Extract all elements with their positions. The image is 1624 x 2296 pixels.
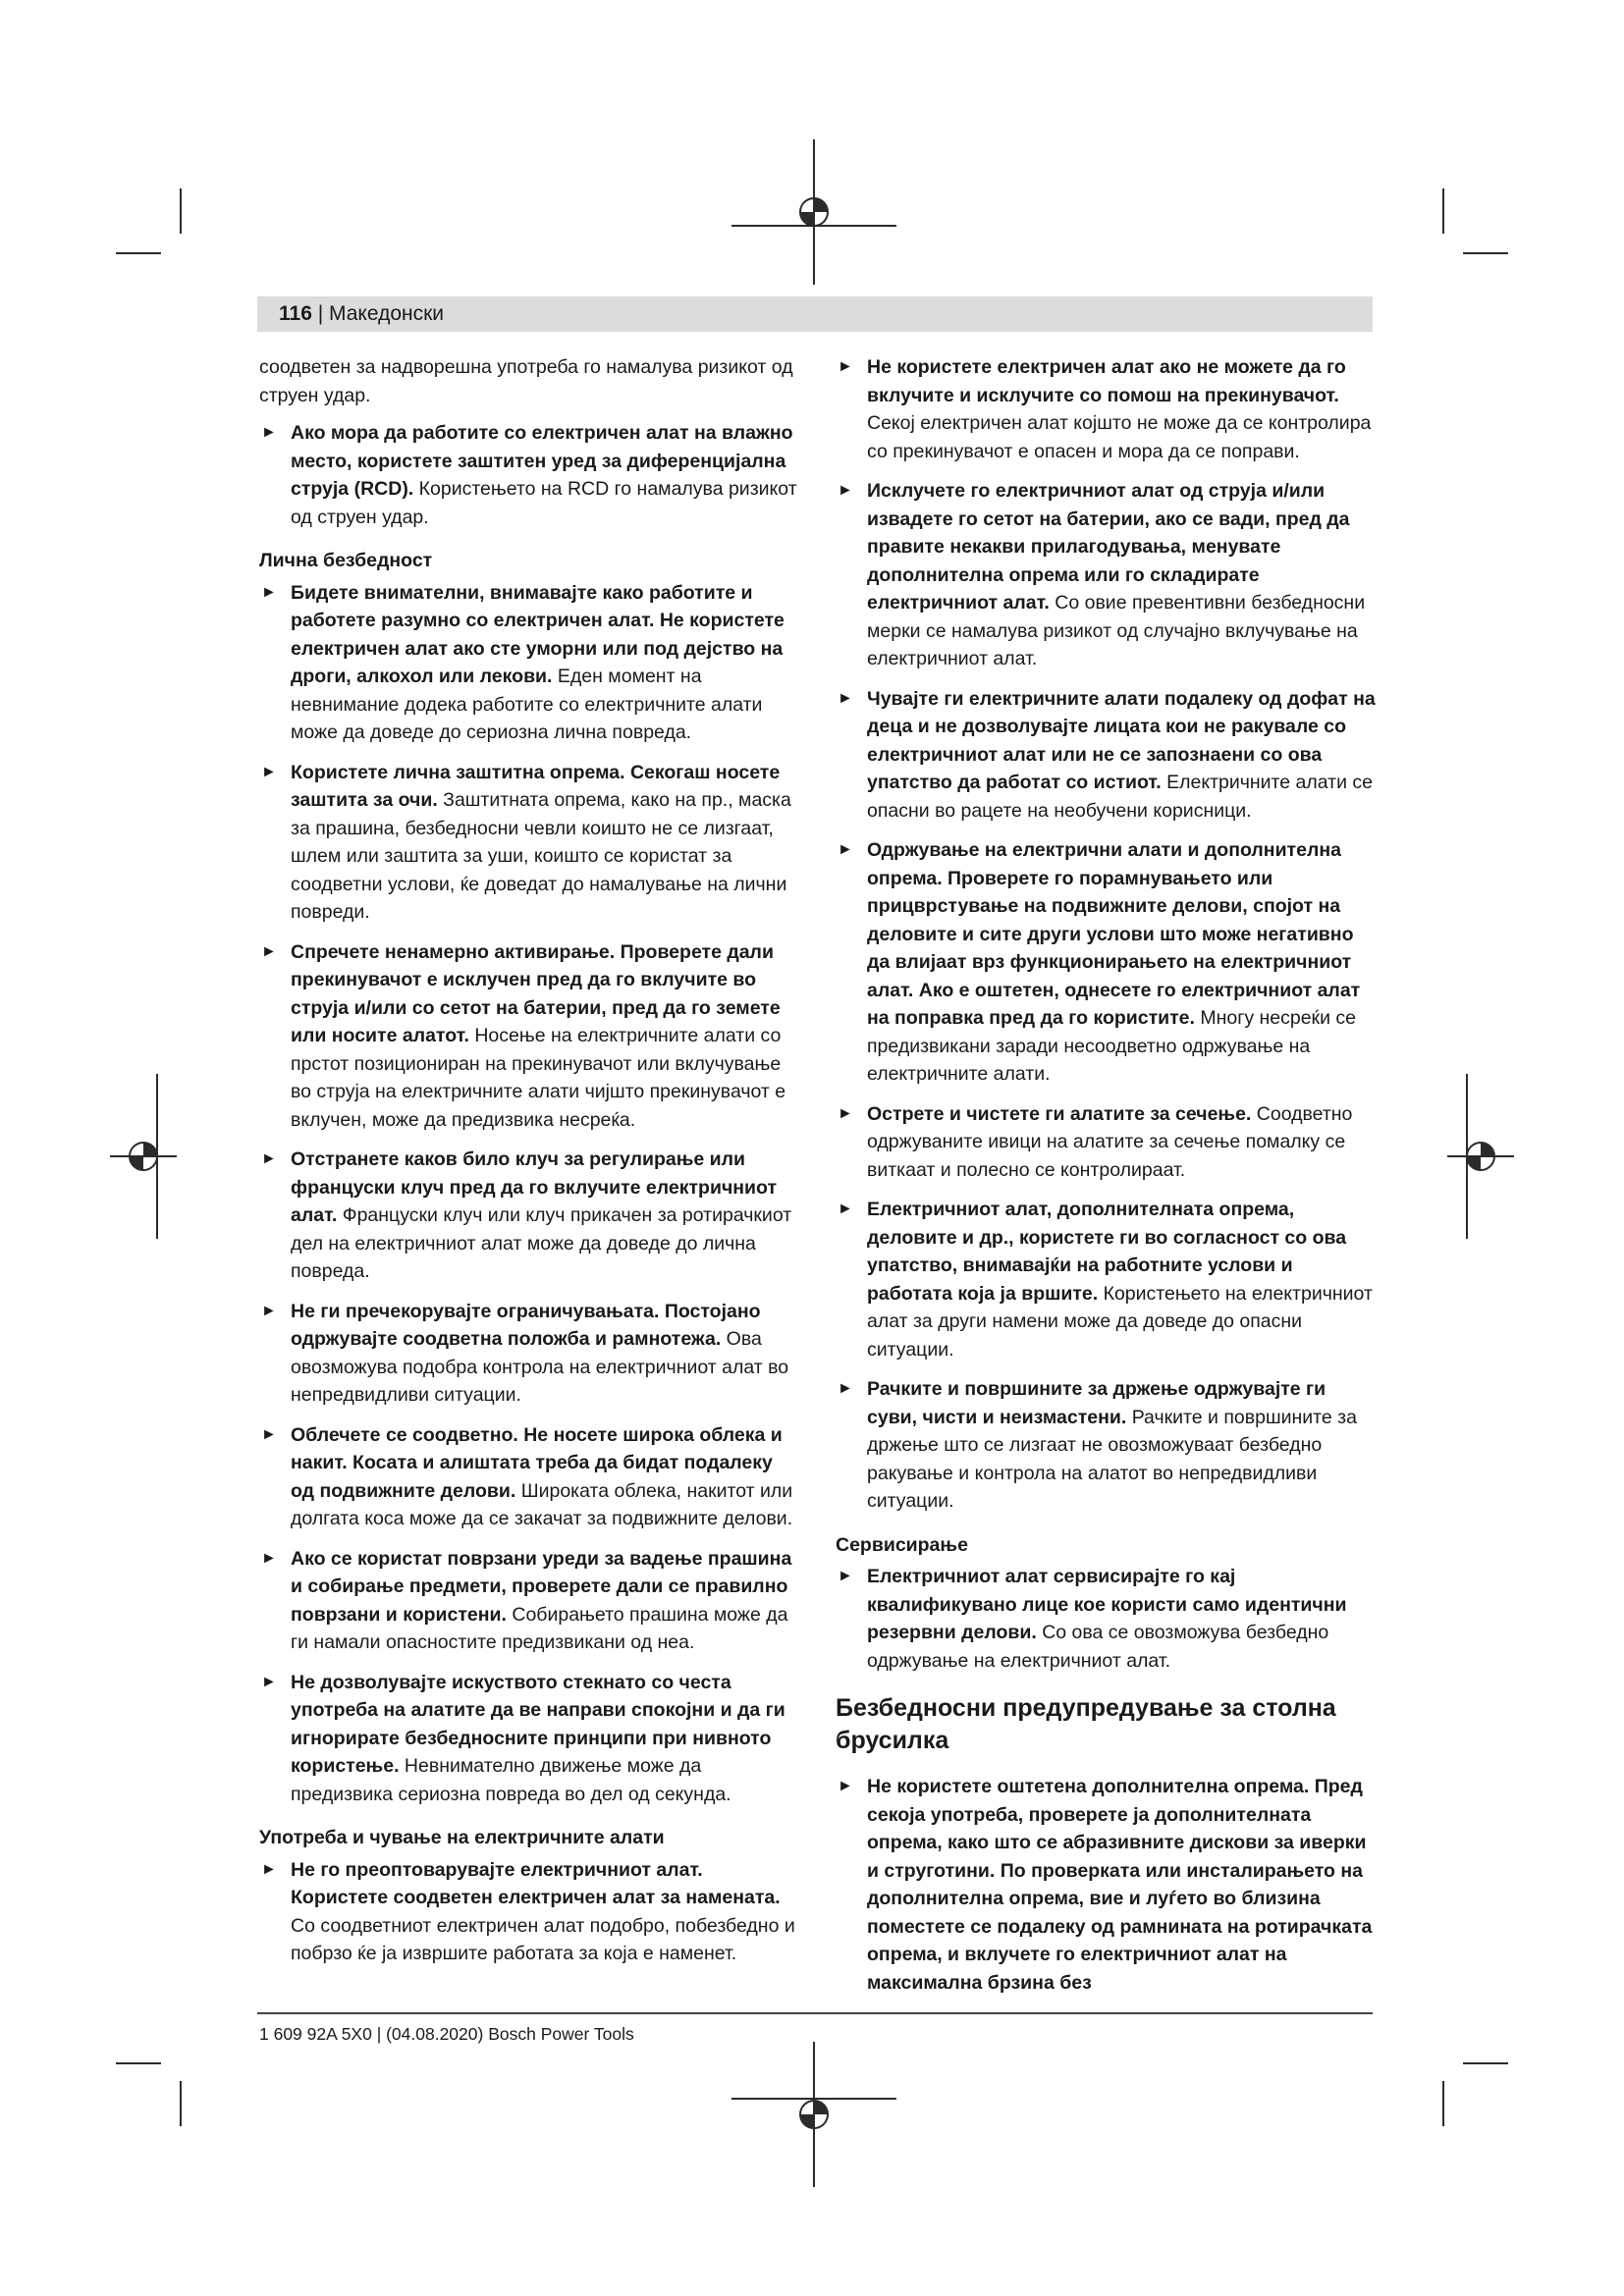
section-subtitle: Лична безбедност — [259, 550, 433, 571]
list-item — [836, 477, 1378, 673]
item-text: Носење на електричните алати со прстот позициониран на прекинувачот или вклучување во струја на електричните алати чијшто прекинувачот е вклучен, може да предизвика несреќа. — [291, 1025, 786, 1131]
list-item — [259, 1421, 801, 1533]
list-item — [836, 685, 1378, 826]
item-text: Користењето на електричниот алат за други намени може да доведе до опасни ситуации. — [867, 1282, 1373, 1361]
list-item — [836, 1100, 1378, 1185]
item-text: Собирањето прашина може да ги намали опасностите предизвикани од неа. — [291, 1603, 788, 1653]
list-item — [259, 1146, 801, 1286]
page-footer: 1 609 92A 5X0 | (04.08.2020) Bosch Power Tools — [259, 2024, 634, 2044]
item-text: Многу несреќи се предизвикани заради несоодветно одржување на електричните алати. — [867, 1007, 1356, 1085]
bullet-arrow-icon: ► — [261, 1425, 277, 1443]
item-bold-text: Електричниот алат сервисирајте го кај квалификувано лице кое користи само идентични резервни делови. — [867, 1566, 1347, 1643]
crop-mark — [1463, 252, 1508, 254]
footer-divider — [257, 2012, 1373, 2014]
header-language: Македонски — [329, 302, 445, 325]
right-column — [836, 353, 1378, 2008]
list-item — [836, 1375, 1378, 1516]
list-item — [259, 1545, 801, 1657]
list-item — [259, 1856, 801, 1968]
item-bold-text: Спречете ненамерно активирање. Проверете дали прекинувачот е исклучен пред да го вклучите во струја и/или со сетот на батерии, пред да го земете или носите алатот. — [291, 940, 781, 1046]
bullet-arrow-icon: ► — [838, 358, 853, 375]
item-text: Ова овозможува подобра контрола на електричниот алат во непредвидливи ситуации. — [291, 1328, 789, 1406]
list-item — [836, 353, 1378, 465]
bullet-arrow-icon: ► — [261, 1549, 277, 1567]
list-item — [259, 1298, 801, 1410]
item-bold-text: Чувајте ги електричните алати подалеку од дофат на деца и не дозволувајте лицата кои не ракувале со електричниот алат или не се запознаени со ова упатство да работат со истиот. — [867, 687, 1376, 793]
item-text: Рачките и површините за држење што се лизгаат не овозможуваат безбедно ракување и контрола на алатот во непредвидливи ситуации. — [867, 1406, 1357, 1512]
crop-mark — [1442, 188, 1444, 234]
item-text: Соодветно одржуваните ивици на алатите за сечење помалку се виткаат и полесно се контролираат. — [867, 1102, 1353, 1181]
header-separator: | — [311, 302, 330, 325]
crop-mark — [180, 2081, 182, 2126]
item-text: Француски клуч или клуч прикачен за ротирачкиот дел на електричниот алат може да доведе до лична повреда. — [291, 1204, 792, 1282]
item-bold-text: Користете лична заштитна опрема. Секогаш носете заштита за очи. — [291, 761, 781, 811]
bullet-arrow-icon: ► — [261, 1860, 277, 1878]
item-bold-text: Острете и чистете ги алатите за сечење. — [867, 1102, 1252, 1125]
item-text: Користењето на RCD го намалува ризикот од струен удар. — [291, 478, 797, 528]
item-text: Секој електричен алат којшто не може да се контролира со прекинувачот е опасен и мора да се поправи. — [867, 412, 1372, 462]
item-text: Со овие превентивни безбедносни мерки се намалува ризикот од случајно вклучување на електричниот алат. — [867, 592, 1366, 669]
bullet-arrow-icon: ► — [261, 942, 277, 960]
bullet-arrow-icon: ► — [261, 583, 277, 601]
crop-mark — [116, 2062, 161, 2064]
item-text: Заштитната опрема, како на пр., маска за прашина, безбедносни чевли коишто не се лизгаат, шлем или заштита за уши, коишто се користат за соодветни услови, ќе доведат до намалување на лични повреди. — [291, 789, 791, 923]
item-text: Со соодветниот електричен алат подобро, побезбедно и побрзо ќе ја извршите работата за која е наменет. — [291, 1914, 795, 1964]
item-bold-text: Не ги пречекорувајте ограничувањата. Постојано одржувајте соодветна положба и рамнотежа. — [291, 1300, 761, 1350]
bullet-arrow-icon: ► — [838, 1201, 853, 1217]
item-bold-text: Исклучете го електричниот алат од струја и/или извадете го сетот на батерии, ако се вади, пред да правите некакви прилагодувања, менувате дополнителна опрема или го складирате електричниот алат. — [867, 480, 1350, 614]
list-item — [836, 1196, 1378, 1363]
item-text: Широката облека, накитот или долгата коса може да се закачат за подвижните делови. — [291, 1479, 793, 1529]
bullet-arrow-icon: ► — [838, 1380, 853, 1397]
page-header — [279, 300, 444, 328]
item-bold-text: Ако мора да работите со електричен алат на влажно место, користете заштитен уред за диференцијална струја (RCD). — [291, 422, 793, 500]
left-column — [259, 353, 801, 1980]
item-bold-text: Не користете оштетена дополнителна опрема. Пред секоја употреба, проверете ја дополнителната опрема, како што се абразивните дискови за иверки и струготини. По проверката или инсталирањето на дополнителна опрема, вие и луѓето во близина поместете се подалеку од рамнината на ротирачката опрема, и вклучете го електричниот алат на максимална брзина без — [867, 1776, 1373, 1994]
crop-mark — [116, 252, 161, 254]
bullet-arrow-icon: ► — [838, 689, 853, 707]
item-bold-text: Рачките и површините за држење одржувајте ги суви, чисти и неизмастени. — [867, 1378, 1326, 1428]
item-bold-text: Не го преоптоварувајте електричниот алат. Користете соодветен електричен алат за намената. — [291, 1858, 781, 1908]
item-text: Невнимателно движење може да предизвика сериозна повреда во дел од секунда. — [291, 1755, 731, 1805]
registration-mark-icon — [1445, 1072, 1516, 1241]
item-bold-text: Облечете се соодветно. Не носете широка облека и накит. Косата и алиштата треба да бидат подалеку од подвижните делови. — [291, 1423, 783, 1502]
item-bold-text: Електричниот алат, дополнителната опрема, деловите и др., користете ги во согласност со ова упатство, внимавајќи на работните услови и работата која ја вршите. — [867, 1199, 1347, 1305]
crop-mark — [1442, 2081, 1444, 2126]
crop-mark — [180, 188, 182, 234]
item-text: Со ова се овозможува безбедно одржување на електричниот алат. — [867, 1622, 1329, 1672]
section-subtitle: Употреба и чување на електричните алати — [259, 1827, 665, 1848]
list-item — [836, 836, 1378, 1089]
list-item — [259, 579, 801, 747]
list-item — [259, 938, 801, 1135]
bullet-arrow-icon: ► — [838, 1778, 853, 1794]
item-bold-text: Не користете електричен алат ако не можете да го вклучите и исклучите со помош на прекинувачот. — [867, 356, 1346, 406]
item-text: Еден момент на невнимание додека работите со електричните алати може да доведе до сериозна лична повреда. — [291, 666, 763, 743]
registration-mark-icon — [730, 2040, 898, 2189]
bullet-arrow-icon: ► — [261, 424, 277, 441]
item-text: Електричните алати се опасни во рацете на необучени корисници. — [867, 772, 1374, 822]
list-item — [836, 1563, 1378, 1675]
item-bold-text: Ако се користат поврзани уреди за вадење прашина и собирање предмети, проверете дали се правилно поврзани и користени. — [291, 1547, 792, 1626]
item-bold-text: Не дозволувајте искуството стекнато со честа употреба на алатите да ве направи спокојни и да ги игнорирате безбедносните принципи при нивното користење. — [291, 1671, 785, 1777]
list-item — [259, 419, 801, 531]
crop-mark — [1463, 2062, 1508, 2064]
bullet-arrow-icon: ► — [261, 763, 277, 780]
bullet-arrow-icon: ► — [261, 1302, 277, 1319]
page-number: 116 — [279, 302, 312, 325]
section-title: Безбедносни предупредување за столна брусилка — [836, 1694, 1336, 1754]
list-item — [259, 759, 801, 927]
registration-mark-icon — [108, 1072, 179, 1241]
bullet-arrow-icon: ► — [261, 1673, 277, 1690]
personal-safety-list — [259, 579, 801, 1809]
bullet-arrow-icon: ► — [261, 1150, 277, 1167]
section-subtitle: Сервисирање — [836, 1533, 968, 1556]
item-bold-text: Бидете внимателни, внимавајте како работите и работете разумно со електричен алат. Не користете електричен алат ако сте уморни или под дејство на дроги, алкохол или лекови. — [291, 581, 785, 687]
intro-paragraph: соодветен за надворешна употреба го намалува ризикот од струен удар. — [259, 356, 793, 406]
bullet-arrow-icon: ► — [838, 1104, 853, 1122]
bullet-arrow-icon: ► — [838, 482, 853, 499]
item-bold-text: Отстранете каков било клуч за регулирање или француски клуч пред да го вклучите електричниот алат. — [291, 1148, 778, 1226]
bullet-arrow-icon: ► — [838, 841, 853, 858]
bullet-arrow-icon: ► — [838, 1568, 853, 1584]
registration-mark-icon — [730, 137, 898, 287]
list-item — [836, 1773, 1378, 1997]
list-item — [259, 1669, 801, 1809]
item-bold-text: Одржување на електрични алати и дополнителна опрема. Проверете го порамнувањето или прицврстување на подвижните делови, спојот на деловите и сите други услови што може негативно да влијаат врз функционирањето на електричниот алат. Ако е оштетен, однесете го електричниот алат на поправка пред да го користите. — [867, 839, 1361, 1029]
